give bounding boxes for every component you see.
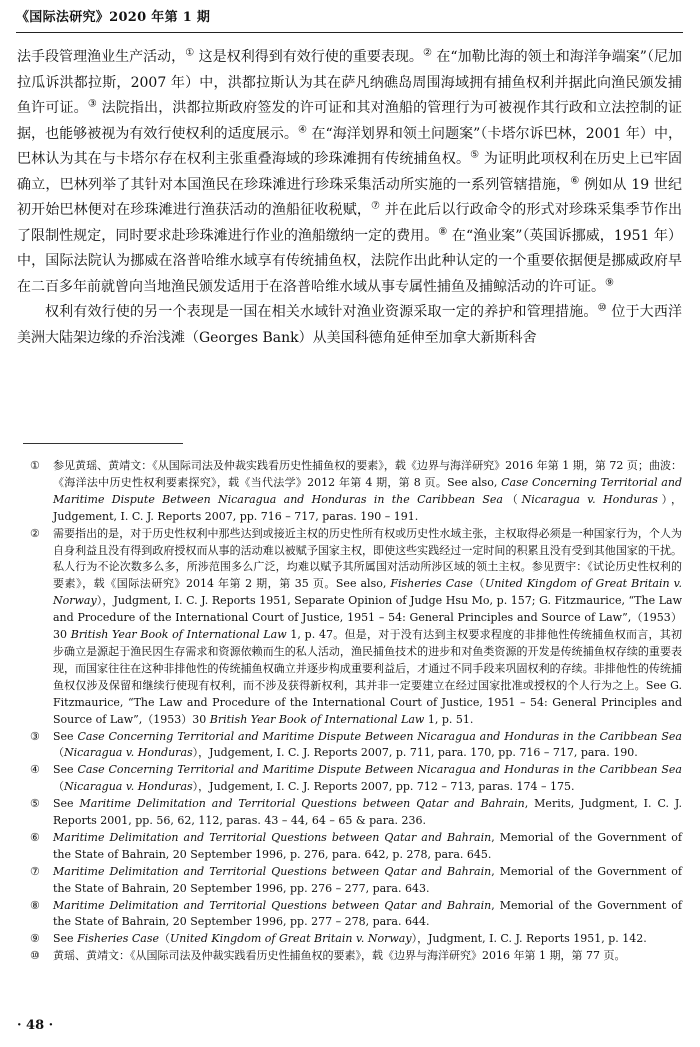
- text-run: See: [53, 763, 78, 777]
- footnote: [30, 458, 682, 526]
- footnote-reference[interactable]: ②: [422, 47, 432, 59]
- text-run: 1, p. 51.: [424, 712, 474, 726]
- text-run: （: [53, 746, 64, 760]
- text-run: 位于大西洋美洲大陆架边缘的乔治浅滩（Georges Bank）从美国科德角延伸至加拿大新斯科舍: [17, 304, 683, 346]
- footnote: [30, 898, 682, 932]
- footnote-reference[interactable]: ①: [185, 47, 195, 59]
- text-run: , Memorial of the Government of the State of Bahrain, 20 September 1996, pp. 277 – 278, para. 644.: [53, 898, 682, 929]
- footnote: [30, 830, 682, 864]
- footnote-number: ②: [30, 526, 40, 540]
- italic-citation: Maritime Delimitation and Territorial Questions between Qatar and Bahrain: [53, 830, 492, 844]
- text-run: , Memorial of the Government of the State of Bahrain, 20 September 1996, pp. 276 – 277, para. 643.: [53, 864, 682, 895]
- footnote-number: ③: [30, 729, 40, 743]
- footnote-number: ⑦: [30, 864, 40, 878]
- text-run: ），Judgment, I. C. J. Reports 1951, Separate Opinion of Judge Hsu Mo, p. 157; G. Fitzmaurice, “The Law and Procedure of the International Court of Justice, 1951 – 54: General Principles and Source of Law”,（1953）30: [53, 594, 682, 642]
- text-run: 在“海洋划界和领土问题案”（卡塔尔诉巴林，2001 年）中，巴林认为其在与卡塔尔存在权利主张重叠海域的珍珠滩拥有传统捕鱼权。: [17, 125, 683, 167]
- text-run: 在“加勒比海的领土和海洋争端案”（尼加拉瓜诉洪都拉斯，2007 年）中，洪都拉斯认为其在萨凡纳礁岛周围海域拥有捕鱼权利并据此向渔民颁发捕鱼许可证。: [17, 49, 683, 116]
- italic-citation: Maritime Delimitation and Territorial Questions between Qatar and Bahrain: [53, 864, 492, 878]
- footnote-reference[interactable]: ③: [87, 98, 97, 110]
- footnote: [30, 931, 682, 948]
- footnote-number: ⑤: [30, 797, 40, 811]
- text-run: 并在此后以行政命令的形式对珍珠采集季节作出了限制性规定，同时要求赴珍珠滩进行作业的渔船缴纳一定的费用。: [17, 202, 683, 244]
- footnote-number: ①: [30, 459, 40, 472]
- italic-citation: Maritime Delimitation and Territorial Questions between Qatar and Bahrain: [53, 898, 492, 912]
- text-run: 法手段管理渔业生产活动，: [17, 49, 186, 65]
- italic-citation: United Kingdom of Great Britain v. Norway: [170, 932, 412, 946]
- footnote-separator: [23, 443, 183, 444]
- footnote-reference[interactable]: ⑤: [470, 149, 480, 161]
- footnote-number: ⑧: [30, 898, 40, 912]
- footnote-number: ⑥: [30, 830, 40, 844]
- footnote-number: ④: [30, 763, 40, 777]
- footnote: [30, 948, 682, 965]
- text-run: , Memorial of the Government of the State of Bahrain, 20 September 1996, p. 276, para. 642, p. 278, para. 645.: [53, 830, 682, 861]
- body-text: [17, 45, 682, 351]
- footnote-number: ⑨: [30, 932, 40, 946]
- text-run: 这是权利得到有效行使的重要表现。: [194, 49, 423, 65]
- text-run: 权利有效行使的另一个表现是一国在相关水域针对渔业资源采取一定的养护和管理措施。: [45, 304, 598, 320]
- text-run: （: [159, 932, 171, 946]
- italic-citation: Fisheries Case: [390, 577, 473, 591]
- text-run: （: [53, 780, 64, 794]
- text-run: 例如从 19 世纪初开始巴林便对在珍珠滩进行渔获活动的渔船征收税赋，: [17, 176, 683, 218]
- footnote: [30, 729, 682, 763]
- italic-citation: Case Concerning Territorial and Maritime Dispute Between Nicaragua and Honduras in the Caribbean Sea: [53, 475, 682, 506]
- italic-citation: British Year Book of International Law: [70, 628, 287, 642]
- footnote: [30, 864, 682, 898]
- italic-citation: Nicaragua v. Honduras: [521, 492, 658, 506]
- body-paragraph: [17, 300, 682, 351]
- footnote: [30, 762, 682, 796]
- text-run: 黄瑶、黄靖文：《从国际司法及仲裁实践看历史性捕鱼权的要素》，载《边界与海洋研究》2016 年第 1 期，第 77 页。: [53, 949, 626, 963]
- italic-citation: Nicaragua v. Honduras: [64, 780, 193, 794]
- footnote-number: ⑩: [30, 949, 40, 963]
- header-rule: [16, 32, 683, 33]
- italic-citation: Fisheries Case: [77, 932, 160, 946]
- running-header: [16, 7, 686, 29]
- text-run: , Merits, Judgment, I. C. J. Reports 2001, pp. 56, 62, 112, paras. 43 – 44, 64 – 65 & para. 236.: [53, 797, 682, 828]
- journal-title: 《国际法研究》2020 年第 1 期: [16, 10, 211, 25]
- italic-citation: British Year Book of International Law: [209, 712, 425, 726]
- text-run: See: [53, 932, 78, 946]
- italic-citation: Case Concerning Territorial and Maritime Dispute Between Nicaragua and Honduras in the Caribbean Sea: [77, 763, 682, 777]
- text-run: ），Judgement, I. C. J. Reports 2007, p. 711, para. 170, pp. 716 – 717, para. 190.: [192, 746, 638, 760]
- text-run: 参见黄瑶、黄靖文：《从国际司法及仲裁实践看历史性捕鱼权的要素》，载《边界与海洋研究》2016 年第 1 期，第 72 页；曲波：《海洋法中历史性权利要素探究》，载《当代法学》2012 年第 4 期，第 8 页。See also,: [53, 459, 682, 489]
- italic-citation: United Kingdom of Great Britain v. Norway: [53, 577, 683, 608]
- text-run: 法院指出，洪都拉斯政府签发的许可证和其对渔船的管理行为可被视作其行政和立法控制的证据，也能够被视为有效行使权利的适度展示。: [17, 100, 683, 142]
- text-run: 在“渔业案”（英国诉挪威，1951 年）中，国际法院认为挪威在洛普哈维水域享有传统捕鱼权，法院作出此种认定的一个重要依据便是挪威政府早在二百多年前就曾向当地渔民颁发适用于在洛普哈维水域从事专属性捕鱼及捕鲸活动的许可证。: [17, 227, 683, 295]
- text-run: 1, p. 47。但是，对于没有达到主权要求程度的非排他性传统捕鱼权而言，其初步确立是源起于渔民因生存需求和资源依赖而生的私人活动，渔民捕鱼技术的进步和对鱼类资源的开发是传统捕鱼权存续的重要表现，而国家往往在这种非排他性的传统捕鱼权确立并逐步构成重要利益后，才通过不同手段来巩固权利的存续。非排他性的传统捕鱼权仅涉及保留和继续行使现有权利，而不涉及获得新权利，其并非一定要建立在经过国家批准或授权的个人行为之上。See G. Fitzmaurice, “The Law and Procedure of the International Court of Justice, 1951 – 54: General Principles and Source of Law”,（1953）30: [53, 628, 682, 726]
- footnote-reference[interactable]: ⑦: [371, 200, 381, 212]
- italic-citation: Nicaragua v. Honduras: [64, 746, 193, 760]
- footnote: [30, 796, 682, 830]
- footnote-reference[interactable]: ⑨: [605, 276, 614, 288]
- text-run: 为证明此项权利在历史上已牢固确立，巴林列举了其针对本国渔民在珍珠滩进行珍珠采集活动所实施的一系列管辖措施，: [17, 151, 683, 193]
- text-run: 需要指出的是，对于历史性权利中那些达到或接近主权的历史性所有权或历史性水域主张，主权取得必须是一种国家行为，个人为自身利益且没有得到政府授权而从事的活动难以被赋予国家主权，即使这些实践经过一定时间的积累且没有受到其他国家的干扰。私人行为不论次数多么多，所涉范围多么广泛，均难以赋予其所属国对活动所涉区域的领土主权。参见贾宇：《试论历史性权利的要素》，载《国际法研究》2014 年第 2 期，第 35 页。See also,: [53, 526, 682, 591]
- body-paragraph: [17, 45, 682, 300]
- text-run: ），Judgment, I. C. J. Reports 1951, p. 142.: [411, 932, 647, 946]
- text-run: ），Judgement, I. C. J. Reports 2007, pp. 712 – 713, paras. 174 – 175.: [192, 780, 575, 794]
- text-run: （: [472, 577, 485, 591]
- footnote-reference[interactable]: ⑧: [438, 225, 448, 237]
- text-run: See: [53, 797, 80, 811]
- footnote-reference[interactable]: ⑥: [570, 174, 580, 186]
- text-run: ），Judgement, I. C. J. Reports 2007, pp. 716 – 717, paras. 190 – 191.: [53, 492, 682, 523]
- footnote-reference[interactable]: ⑩: [597, 302, 607, 314]
- footnotes: [30, 458, 682, 965]
- footnote: [30, 526, 682, 729]
- text-run: See: [53, 729, 78, 743]
- footnote-reference[interactable]: ④: [297, 123, 307, 135]
- italic-citation: Maritime Delimitation and Territorial Questions between Qatar and Bahrain: [79, 797, 525, 811]
- page-number: · 48 ·: [17, 1018, 54, 1033]
- text-run: （: [502, 492, 522, 506]
- italic-citation: Case Concerning Territorial and Maritime Dispute Between Nicaragua and Honduras in the Caribbean Sea: [77, 729, 682, 743]
